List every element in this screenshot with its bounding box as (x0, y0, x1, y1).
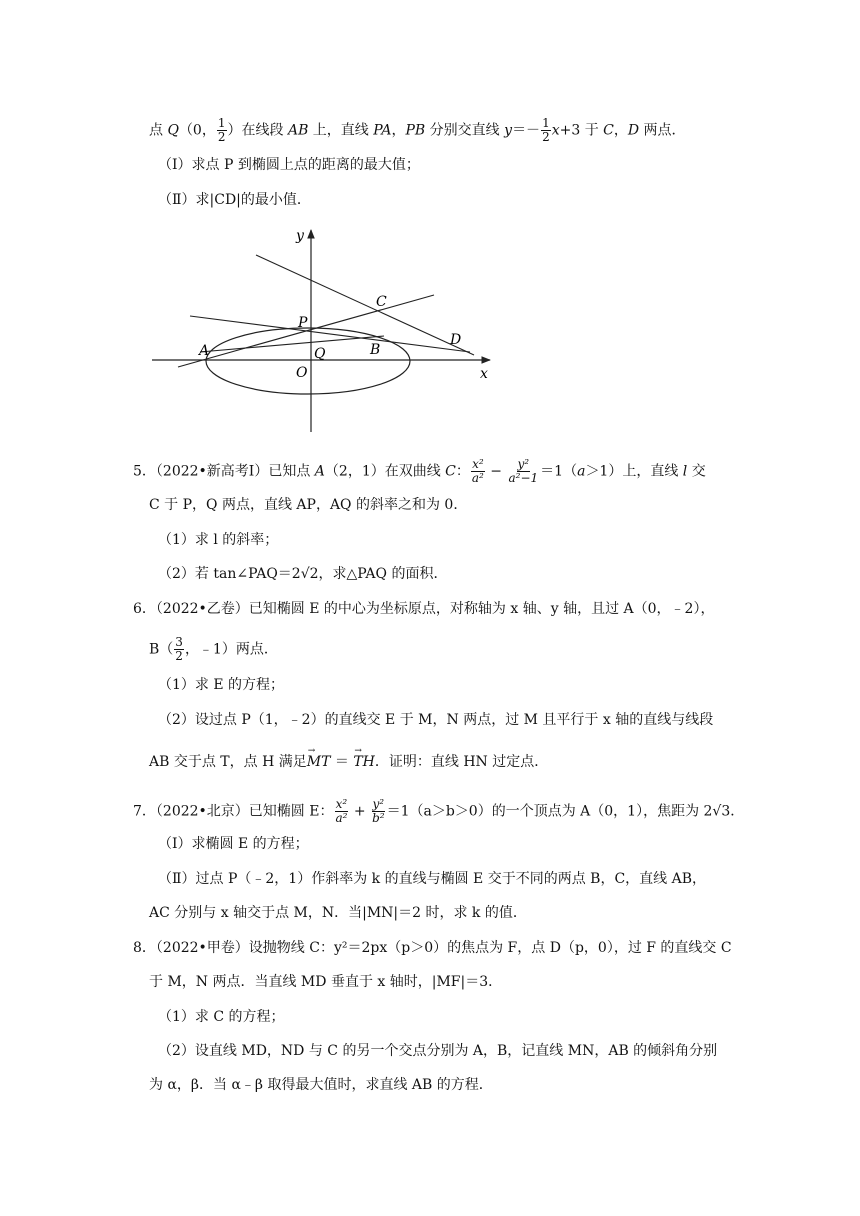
point-q: Q (167, 122, 179, 139)
label-d: D (450, 332, 462, 348)
point-a: A (314, 463, 325, 480)
line-cd (256, 255, 474, 355)
label-b: B (370, 342, 381, 358)
line-pa (178, 295, 434, 367)
q4-part-1: （Ⅰ）求点 P 到椭圆上点的距离的最大值； (158, 157, 420, 173)
label-x: x (480, 366, 488, 382)
numerator: y² (517, 457, 530, 471)
text: ： (455, 463, 470, 480)
text: （0， (178, 122, 216, 139)
vector-th: → TH (353, 752, 375, 772)
q6-line-5 (149, 752, 548, 772)
fraction (371, 798, 386, 825)
q7-line-1 (133, 798, 744, 825)
text: ，﹣1）两点． (184, 641, 278, 658)
denominator: b² (372, 811, 385, 825)
label-q: Q (314, 346, 326, 362)
q4-part-2: （Ⅱ）求|CD|的最小值． (158, 192, 311, 208)
denominator: a² (335, 811, 348, 825)
fraction (471, 458, 485, 485)
q7-part-1: （Ⅰ）求椭圆 E 的方程； (158, 836, 309, 852)
label-o: O (296, 365, 308, 381)
text: ＝－ (512, 122, 541, 139)
q5-part-2: （2）若 tan∠PAQ＝2√2，求△PAQ 的面积． (158, 566, 448, 582)
numerator: y² (372, 797, 385, 811)
q8-line-1: 8．（2022•甲卷）设抛物线 C：y²＝2px（p＞0）的焦点为 F，点 D（p，0），过 F 的直线交 C (133, 940, 732, 956)
text: （2，1）在双曲线 (324, 463, 446, 480)
label-p: P (298, 315, 308, 331)
text: ， (391, 122, 406, 139)
numerator: 1 (542, 116, 550, 130)
numerator: 1 (217, 116, 226, 130)
q7-line-4: AC 分别与 x 轴交于点 M，N．当|MN|＝2 时，求 k 的值． (149, 905, 527, 921)
text: ＝1（ (540, 463, 578, 480)
label-y: y (296, 228, 304, 244)
q8-part-1: （1）求 C 的方程； (158, 1009, 285, 1025)
denominator: a² (471, 471, 484, 485)
line-ab (200, 336, 384, 352)
q6-line-1: 6．（2022•乙卷）已知椭圆 E 的中心为坐标原点，对称轴为 x 轴、y 轴，且过 A（0，﹣2）， (133, 601, 715, 617)
text: 上，直线 (308, 122, 374, 139)
denominator: 2 (542, 130, 550, 144)
fraction (508, 458, 540, 485)
text: 交 (687, 463, 706, 480)
curve-c: C (445, 463, 456, 480)
text: ．证明：直线 HN 过定点． (374, 754, 549, 770)
fraction (334, 798, 348, 825)
denominator: a²−1 (508, 471, 539, 485)
q6-line-2 (149, 636, 278, 663)
fraction (174, 636, 184, 663)
text: − (485, 463, 507, 480)
label-a: A (199, 343, 210, 359)
var-x: x (551, 122, 560, 139)
line-pb: PB (405, 122, 426, 139)
label-c: C (376, 294, 387, 310)
text: ＝1（a＞b＞0）的一个顶点为 A（0，1），焦距为 2√3． (386, 803, 745, 820)
numerator: 3 (175, 635, 183, 649)
q6-part-1: （1）求 E 的方程； (158, 677, 285, 693)
text: ＞1）上，直线 (585, 463, 683, 480)
q8-part-2: （2）设直线 MD，ND 与 C 的另一个交点分别为 A，B，记直线 MN，AB 的倾斜角分别 (158, 1043, 718, 1059)
ellipse (206, 328, 410, 394)
text: 点 (149, 122, 168, 139)
q5-line-2: C 于 P，Q 两点，直线 AP，AQ 的斜率之和为 0． (149, 497, 468, 513)
var-y: y (504, 122, 513, 139)
text: 7．（2022•北京）已知椭圆 E： (133, 803, 334, 820)
text: +3 于 (559, 122, 604, 139)
text: + (349, 803, 371, 820)
q8-line-5: 为 α，β．当 α﹣β 取得最大值时，求直线 AB 的方程． (149, 1077, 493, 1093)
text: ， (613, 122, 628, 139)
text: 两点． (639, 122, 686, 139)
point-c: C (603, 122, 614, 139)
q7-part-2: （Ⅱ）过点 P（﹣2，1）作斜率为 k 的直线与椭圆 E 交于不同的两点 B，C，直线 AB， (158, 871, 707, 887)
line-l: l (682, 463, 688, 480)
numerator: x² (472, 457, 484, 471)
text: ＝ (330, 754, 354, 770)
segment: AB (287, 122, 309, 139)
denominator: 2 (217, 130, 226, 144)
numerator: x² (335, 797, 348, 811)
text: B（ (149, 641, 174, 658)
text: AB 交于点 T，点 H 满足 (149, 754, 307, 770)
q6-part-2: （2）设过点 P（1，﹣2）的直线交 E 于 M，N 两点，过 M 且平行于 x 轴的直线与线段 (158, 712, 714, 728)
point-d: D (627, 122, 640, 139)
text: 分别交直线 (425, 122, 505, 139)
q5-part-1: （1）求 l 的斜率； (158, 532, 279, 548)
q8-line-2: 于 M，N 两点．当直线 MD 垂直于 x 轴时，|MF|＝3． (149, 974, 503, 990)
denominator: 2 (175, 649, 183, 663)
text: ）在线段 (227, 122, 288, 139)
text: 5．（2022•新高考Ⅰ）已知点 (133, 463, 315, 480)
q5-line-1 (133, 458, 706, 485)
var-a: a (577, 463, 586, 480)
line-pa: PA (373, 122, 392, 139)
vector-mt: → MT (307, 752, 331, 772)
